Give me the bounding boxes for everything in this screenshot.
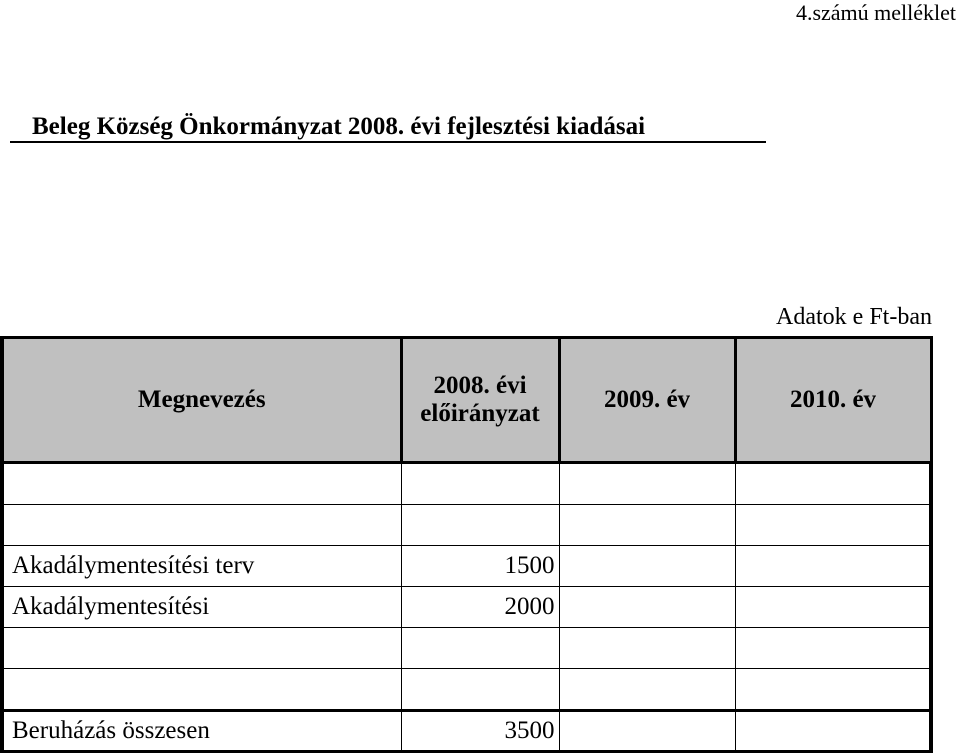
header-2008 [401,338,559,463]
row-2009 [559,463,735,505]
row-2010 [735,669,931,711]
row-2009 [559,546,735,587]
header-2008-line2: előirányzat [420,400,540,427]
table-row [2,546,931,587]
table-row [2,463,931,505]
row-2010 [735,587,931,628]
row-name: Akadálymentesítési terv [2,546,401,587]
row-2008 [401,628,559,669]
row-2010 [735,628,931,669]
table-row [2,669,931,711]
row-name [2,463,401,505]
row-2008: 1500 [401,546,559,587]
total-2008: 3500 [401,711,559,752]
table-header-row [2,338,931,463]
row-2009 [559,505,735,546]
total-name: Beruházás összesen [2,711,401,752]
row-2009 [559,669,735,711]
table-row [2,587,931,628]
row-2009 [559,628,735,669]
table-row [2,505,931,546]
row-2010 [735,463,931,505]
total-2010 [735,711,931,752]
row-name [2,628,401,669]
row-2008 [401,505,559,546]
row-2008 [401,669,559,711]
header-2010: 2010. év [735,338,931,463]
header-2009: 2009. év [559,338,735,463]
table-row [2,628,931,669]
expenditure-table [0,336,933,753]
row-name [2,669,401,711]
page-title: Beleg Község Önkormányzat 2008. évi fejlesztési kiadásai [10,112,766,143]
row-2008 [401,463,559,505]
row-2008: 2000 [401,587,559,628]
unit-note: Adatok e Ft-ban [776,304,932,330]
row-2009 [559,587,735,628]
header-2008-line1: 2008. évi [433,372,527,399]
row-2010 [735,546,931,587]
row-2010 [735,505,931,546]
table-total-row [2,711,931,752]
row-name: Akadálymentesítési [2,587,401,628]
total-2009 [559,711,735,752]
row-name [2,505,401,546]
annex-label: 4.számú melléklet [795,0,956,25]
header-name: Megnevezés [2,338,401,463]
